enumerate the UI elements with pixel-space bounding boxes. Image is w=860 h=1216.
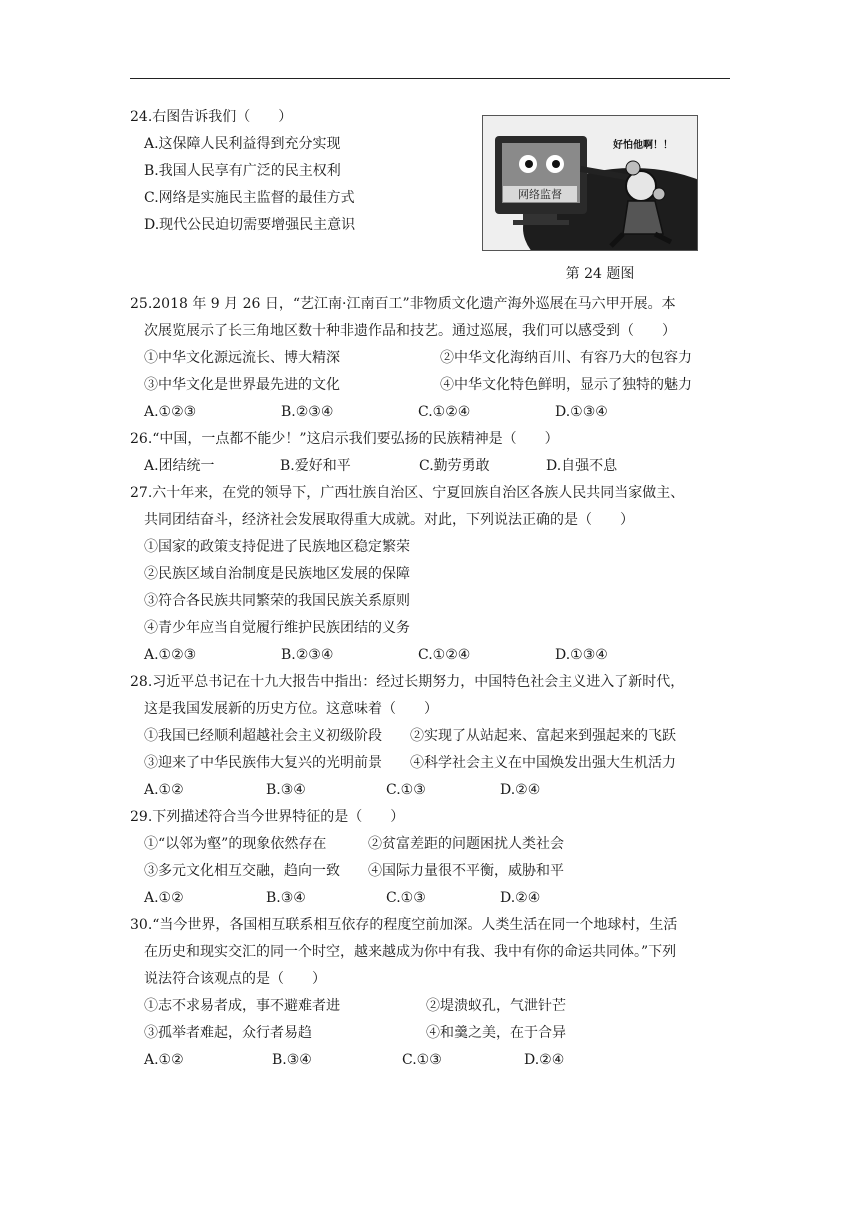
statement-1: ①志不求易者成，事不避难者进 [144, 998, 340, 1014]
statement-4: ④中华文化特色鲜明，显示了独特的魅力 [440, 377, 692, 393]
statement-4: ④青少年应当自觉履行维护民族团结的义务 [144, 620, 410, 636]
options-row [130, 885, 734, 912]
statement-3: ③多元文化相互交融，趋向一致 [144, 863, 340, 879]
statement-3: ③符合各民族共同繁荣的我国民族关系原则 [144, 593, 410, 609]
option-b: B.我国人民享有广泛的民主权利 [144, 163, 341, 179]
question-stem: 28.习近平总书记在十九大报告中指出：经过长期努力，中国特色社会主义进入了新时代， [130, 674, 685, 690]
statement-row [130, 858, 734, 885]
statement-row [130, 750, 734, 777]
option-b: B.③④ [272, 1052, 312, 1068]
question-27 [130, 480, 734, 669]
option-d: D.②④ [524, 1052, 565, 1068]
options-row [130, 1047, 734, 1074]
option-d: D.现代公民迫切需要增强民主意识 [144, 217, 356, 233]
question-28 [130, 669, 734, 804]
question-stem-cont: 这是我国发展新的历史方位。这意味着（ ） [144, 701, 438, 717]
monitor-label: 网络监督 [518, 188, 562, 201]
option-c: C.①②④ [418, 647, 471, 663]
statement-3: ③迎来了中华民族伟大复兴的光明前景 [144, 755, 382, 771]
question-stem-cont: 次展览展示了长三角地区数十种非遗作品和技艺。通过巡展，我们可以感受到（ ） [144, 323, 676, 339]
option-c: C.①②④ [418, 404, 471, 420]
statement-row [130, 831, 734, 858]
question-29 [130, 804, 734, 912]
option-d: D.①③④ [555, 647, 608, 663]
option-a: A.①②③ [144, 647, 197, 663]
options-row [130, 453, 734, 480]
option-c: C.①③ [386, 890, 426, 906]
statement-1: ①我国已经顺利超越社会主义初级阶段 [144, 728, 382, 744]
option-c: C.①③ [386, 782, 426, 798]
statement-3: ③中华文化是世界最先进的文化 [144, 377, 340, 393]
question-25 [130, 291, 734, 426]
statement-2: ②贫富差距的问题困扰人类社会 [368, 836, 564, 852]
option-c: C.①③ [402, 1052, 442, 1068]
option-a: A.①②③ [144, 404, 197, 420]
option-a: A.这保障人民利益得到充分实现 [144, 136, 341, 152]
options-row [130, 777, 734, 804]
question-stem-cont: 在历史和现实交汇的同一个时空，越来越成为你中有我、我中有你的命运共同体。”下列 [144, 944, 677, 960]
header-rule [130, 78, 730, 79]
option-a: A.①② [144, 782, 184, 798]
option-c: C.勤劳勇敢 [419, 458, 490, 474]
statement-2: ②民族区域自治制度是民族地区发展的保障 [144, 566, 410, 582]
statement-row [130, 372, 734, 399]
option-a: A.团结统一 [144, 458, 215, 474]
question-list [130, 104, 734, 1074]
option-b: B.③④ [266, 782, 306, 798]
question-stem: 26.“中国，一点都不能少！”这启示我们要弘扬的民族精神是（ ） [130, 431, 559, 447]
option-a: A.①② [144, 890, 184, 906]
speech-text: 好怕他啊！！ [613, 140, 673, 151]
options-row [130, 399, 734, 426]
question-stem: 25.2018 年 9 月 26 日，“艺江南·江南百工”非物质文化遗产海外巡展在马六甲开展。本 [130, 296, 676, 312]
option-d: D.①③④ [555, 404, 608, 420]
question-stem: 30.“当今世界，各国相互联系相互依存的程度空前加深。人类生活在同一个地球村，生活 [130, 917, 678, 933]
q24-figure-caption: 第 24 题图 [565, 266, 635, 282]
option-b: B.②③④ [281, 647, 334, 663]
statement-1: ①中华文化源远流长、博大精深 [144, 350, 340, 366]
statement-4: ④科学社会主义在中国焕发出强大生机活力 [410, 755, 676, 771]
question-stem: 29.下列描述符合当今世界特征的是（ ） [130, 809, 405, 825]
question-stem-cont: 共同团结奋斗，经济社会发展取得重大成就。对此，下列说法正确的是（ ） [144, 512, 634, 528]
option-c: C.网络是实施民主监督的最佳方式 [144, 190, 355, 206]
statement-2: ②中华文化海纳百川、有容乃大的包容力 [440, 350, 692, 366]
options-row [130, 642, 734, 669]
statement-1: ①“以邻为壑”的现象依然存在 [144, 836, 327, 852]
question-26 [130, 426, 734, 480]
statement-2: ②实现了从站起来、富起来到强起来的飞跃 [410, 728, 676, 744]
option-d: D.②④ [500, 782, 541, 798]
question-stem-cont: 说法符合该观点的是（ ） [144, 971, 326, 987]
statement-row [130, 1020, 734, 1047]
statement-row [130, 345, 734, 372]
option-d: D.自强不息 [546, 458, 618, 474]
statement-4: ④和羹之美，在于合异 [426, 1025, 566, 1041]
question-stem: 27.六十年来，在党的领导下，广西壮族自治区、宁夏回族自治区各族人民共同当家做主、 [130, 485, 685, 501]
statement-row [130, 993, 734, 1020]
option-d: D.②④ [500, 890, 541, 906]
question-24 [130, 104, 734, 239]
statement-3: ③孤举者难起，众行者易趋 [144, 1025, 312, 1041]
statement-1: ①国家的政策支持促进了民族地区稳定繁荣 [144, 539, 410, 555]
statement-4: ④国际力量很不平衡，威胁和平 [368, 863, 564, 879]
option-b: B.②③④ [281, 404, 334, 420]
option-b: B.③④ [266, 890, 306, 906]
option-b: B.爱好和平 [280, 458, 351, 474]
question-30 [130, 912, 734, 1074]
statement-row [130, 723, 734, 750]
question-stem: 24.右图告诉我们（ ） [130, 109, 293, 125]
statement-2: ②堤溃蚁孔，气泄针芒 [426, 998, 566, 1014]
option-a: A.①② [144, 1052, 184, 1068]
